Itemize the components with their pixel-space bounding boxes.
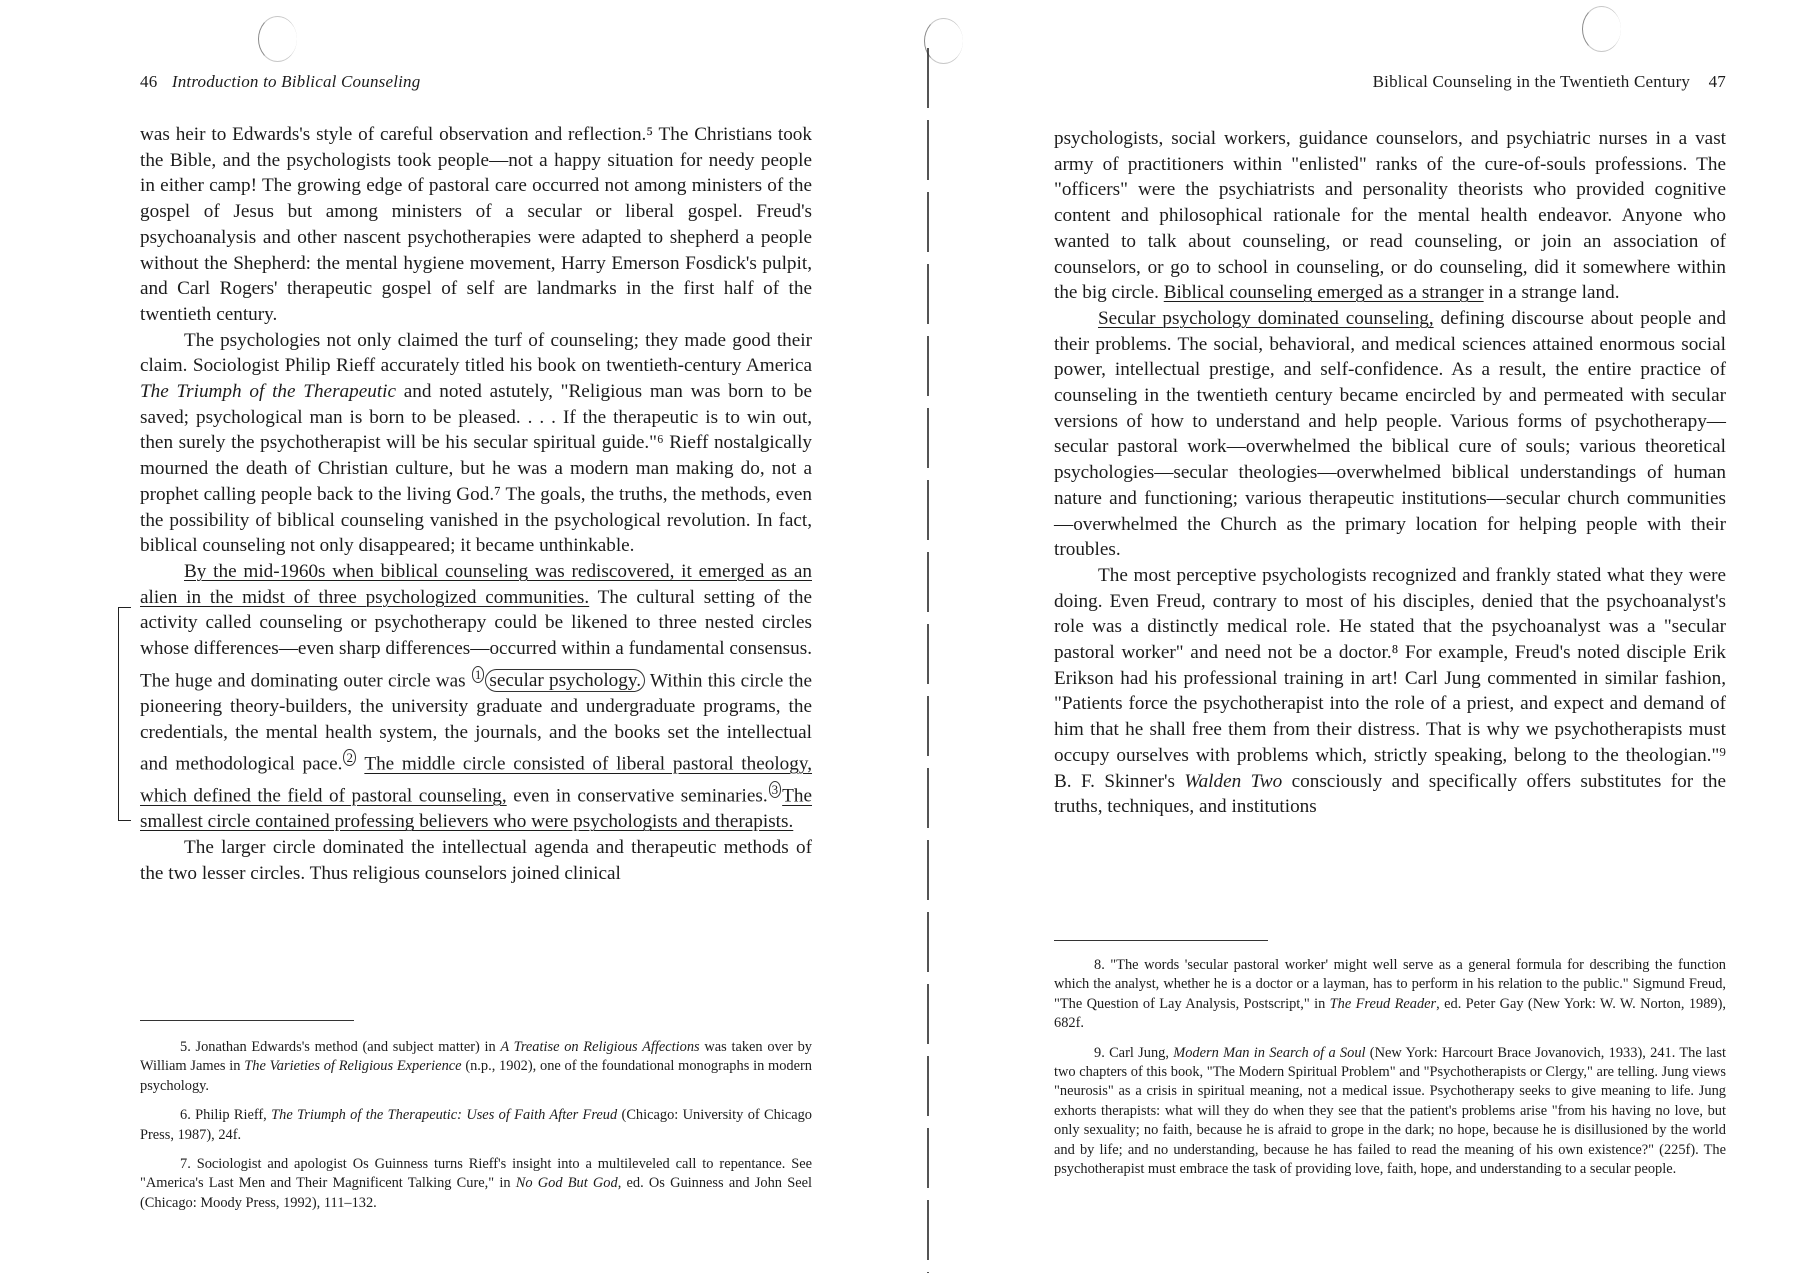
footnote — [1054, 956, 1726, 1034]
footnotes — [1054, 956, 1726, 1189]
paragraph: was heir to Edwards's style of careful observation and reflection.⁵ The Christians took the Bible, and the psychologists took people—not a happy situation for needy people in either camp! The growing edge of pastoral care occurred not among ministers of the gospel of Jesus but among ministers of a secular or liberal gospel. Freud's psychoanalysis and other nascent psychotherapies were adapted to shepherd a people without the Shepherd: the mental hygiene movement, Harry Emerson Fosdick's pulpit, and Carl Rogers' therapeutic gospel of self are landmarks in the first half of the twentieth century. — [140, 124, 812, 325]
book-title: A Treatise on Religious Affections — [500, 1039, 700, 1055]
text: 8. "The words 'secular pastoral worker' might well serve as a general formula for describing the function which the analyst, whether he is a doctor or a layman, has to perform in his relation to the public." Sigmund Freud, "The Question of Lay Analysis, Postscript," in — [1054, 957, 1726, 1012]
handwritten-marker: 2 — [343, 749, 356, 766]
text: defining discourse about people and their problems. The social, behavioral, and medical sciences attained enormous social power, intellectual prestige, and self-confidence. As a result, the entire practice of counseling in the twentieth century became encircled by and permeated with secular versions of how to understand and help people. Various forms of psychotherapy—secular pastoral work—overwhelmed the biblical cure of souls; various theoretical psychologies—secular theologies—overwhelmed biblical understandings of human nature and functioning; various therapeutic institutions—secular church communities—overwhelmed the Church as the primary location for helping people with their troubles. — [1054, 307, 1726, 561]
footnote-rule — [1054, 940, 1268, 941]
footnote — [140, 1038, 812, 1096]
text: The psychologies not only claimed the turf of counseling; they made good their claim. Sociologist Philip Rieff accurately titled his book on twentieth-century America — [140, 329, 812, 377]
text: 7. Sociologist and apologist Os Guinness turns Rieff's insight into a multileveled call to repentance. See "America's Last Men and Their Magnificent Talking Cure," in — [140, 1156, 812, 1192]
paragraph: The larger circle dominated the intellectual agenda and therapeutic methods of the two lesser circles. Thus religious counselors joined clinical — [140, 837, 812, 884]
book-title: Walden Two — [1184, 770, 1283, 792]
text: The most perceptive psychologists recognized and frankly stated what they were doing. Even Freud, contrary to most of his disciples, denied that the psychoanalyst's role was a distinctly medical role. He stated that the psychoanalyst was a "secular pastoral worker" and need not be a doctor.⁸ For example, Freud's noted disciple Erik Erikson had his professional training in art! Carl Jung commented in similar fashion, "Patients force the psychotherapist into the role of a priest, and expect and demand of him that he shall free them from their distress. That is why we psychotherapists must occupy ourselves with problems which, strictly speaking, belong to the theologian."⁹ B. F. Skinner's — [1054, 564, 1726, 792]
text: was taken over by William James in — [140, 1039, 812, 1075]
margin-bracket — [118, 607, 131, 821]
text: The cultural setting of the activity called counseling or psychotherapy could be likened to three nested circles whose differences—even sharp differences—occurred within a fundamental consensus. The huge and dominating outer circle was — [140, 586, 812, 692]
text: 9. Carl Jung, — [1094, 1044, 1174, 1061]
book-title: The Triumph of the Therapeutic — [140, 381, 397, 403]
running-head — [1054, 72, 1726, 92]
text: (New York: Harcourt Brace Jovanovich, 1933), 241. The last two chapters of this book, "The Modern Spiritual Problem" and "Psychotherapists or Clergy," are telling. Jung views "neurosis" as a crisis in spiritual meaning, not a medical issue. Psychotherapy seeks to give meaning to life. Jung exhorts therapists: what will they do when they see that the patient's problems arise "from his having no love, but only sexuality; no faith, because he is afraid to grope in the dark; no hope, because he is disillusioned by the world and by life; and no understanding, because he has failed to read the meaning of his own existence?" (225f). The psychotherapist must embrace the task of providing love, faith, hope, and understanding to a secular people. — [1054, 1044, 1726, 1178]
footnotes — [140, 1038, 812, 1223]
right-page — [1054, 0, 1726, 1287]
running-title: Introduction to Biblical Counseling — [171, 72, 421, 91]
page-number: 47 — [1708, 72, 1726, 91]
page-number: 46 — [140, 72, 158, 91]
paragraph — [1054, 306, 1726, 563]
footnote — [140, 1106, 812, 1145]
text: , ed. Peter Gay (New York: W. W. Norton, 1989), 682f. — [1054, 995, 1726, 1032]
text: and noted astutely, "Religious man was born to be saved; psychological man is born to be pleased. . . . If the therapeutic is to win out, then surely the psychotherapist will be his secular spiritual guide."⁶ Rieff nostalgically mourned the death of Christian culture, but he was a modern man making do, not a prophet calling people back to the living God.⁷ The goals, the truths, the methods, even the possibility of biblical counseling vanished in the psychological revolution. In fact, biblical counseling not only disappeared; it became unthinkable. — [140, 381, 813, 557]
underlined-text: The middle circle consisted of liberal pastoral theology, which defined the field of pastoral counseling, — [140, 753, 813, 807]
body-text — [140, 122, 812, 887]
book-title: No God But God — [515, 1175, 618, 1192]
handwritten-marker: 3 — [769, 781, 782, 798]
text: psychologists, social workers, guidance counselors, and psychiatric nurses in a vast army of practitioners within "enlisted" ranks of the cure-of-souls professions. The "officers" were the psychiatrists and personality theorists who provided cognitive content and philosophical rationale for the mental health endeavor. Anyone who wanted to talk about counseling, or read counseling, or join an association of counselors, or go to school in counseling, or do counseling, did it somewhere within the big circle. — [1054, 128, 1726, 304]
underlined-text: Secular psychology dominated counseling, — [1098, 307, 1434, 329]
book-title: The Triumph of the Therapeutic: Uses of Faith After Freud — [271, 1107, 618, 1124]
book-title: The Freud Reader — [1329, 995, 1437, 1012]
circled-text: secular psychology. — [485, 669, 645, 692]
text: consciously and specifically offers substitutes for the truths, techniques, and institutions — [1054, 770, 1726, 818]
text: in a strange land. — [1483, 282, 1620, 304]
running-title: Biblical Counseling in the Twentieth Century — [1372, 72, 1691, 91]
body-text — [1054, 126, 1726, 820]
paragraph — [1054, 563, 1726, 820]
text: Within this circle the pioneering theory-builders, the university graduate and undergraduate programs, the credentials, the mental health system, the journals, and the books set the intellectual and methodological pace. — [140, 670, 812, 775]
footnote — [140, 1155, 812, 1213]
text: 6. Philip Rieff, — [180, 1107, 272, 1124]
left-page — [140, 0, 812, 1287]
paragraph — [1054, 126, 1726, 306]
handwritten-marker: 1 — [472, 666, 485, 683]
text: , ed. Os Guinness and John Seel (Chicago: Moody Press, 1992), 111–132. — [140, 1175, 812, 1211]
book-title: The Varieties of Religious Experience — [244, 1058, 462, 1075]
text: (Chicago: University of Chicago Press, 1987), 24f. — [140, 1107, 812, 1143]
paragraph — [140, 328, 812, 559]
footnote-rule — [140, 1020, 354, 1021]
page-fold — [927, 48, 929, 1273]
text: (n.p., 1902), one of the foundational monographs in modern psychology. — [140, 1058, 812, 1094]
underlined-text: The smallest circle contained professing believers who were psychologists and therapists. — [140, 785, 812, 833]
paragraph-annotated — [140, 559, 812, 835]
binder-hole — [924, 18, 963, 64]
footnote — [1054, 1044, 1726, 1180]
text: even in conservative seminaries. — [506, 785, 768, 807]
underlined-text: By the mid-1960s when biblical counseling was rediscovered, it emerged as an alien in the midst of three psychologized communities. — [140, 560, 812, 608]
text: 5. Jonathan Edwards's method (and subject matter) in — [180, 1039, 501, 1055]
underlined-text: Biblical counseling emerged as a stranger — [1163, 282, 1484, 304]
book-title: Modern Man in Search of a Soul — [1173, 1044, 1366, 1061]
running-head — [140, 72, 812, 92]
